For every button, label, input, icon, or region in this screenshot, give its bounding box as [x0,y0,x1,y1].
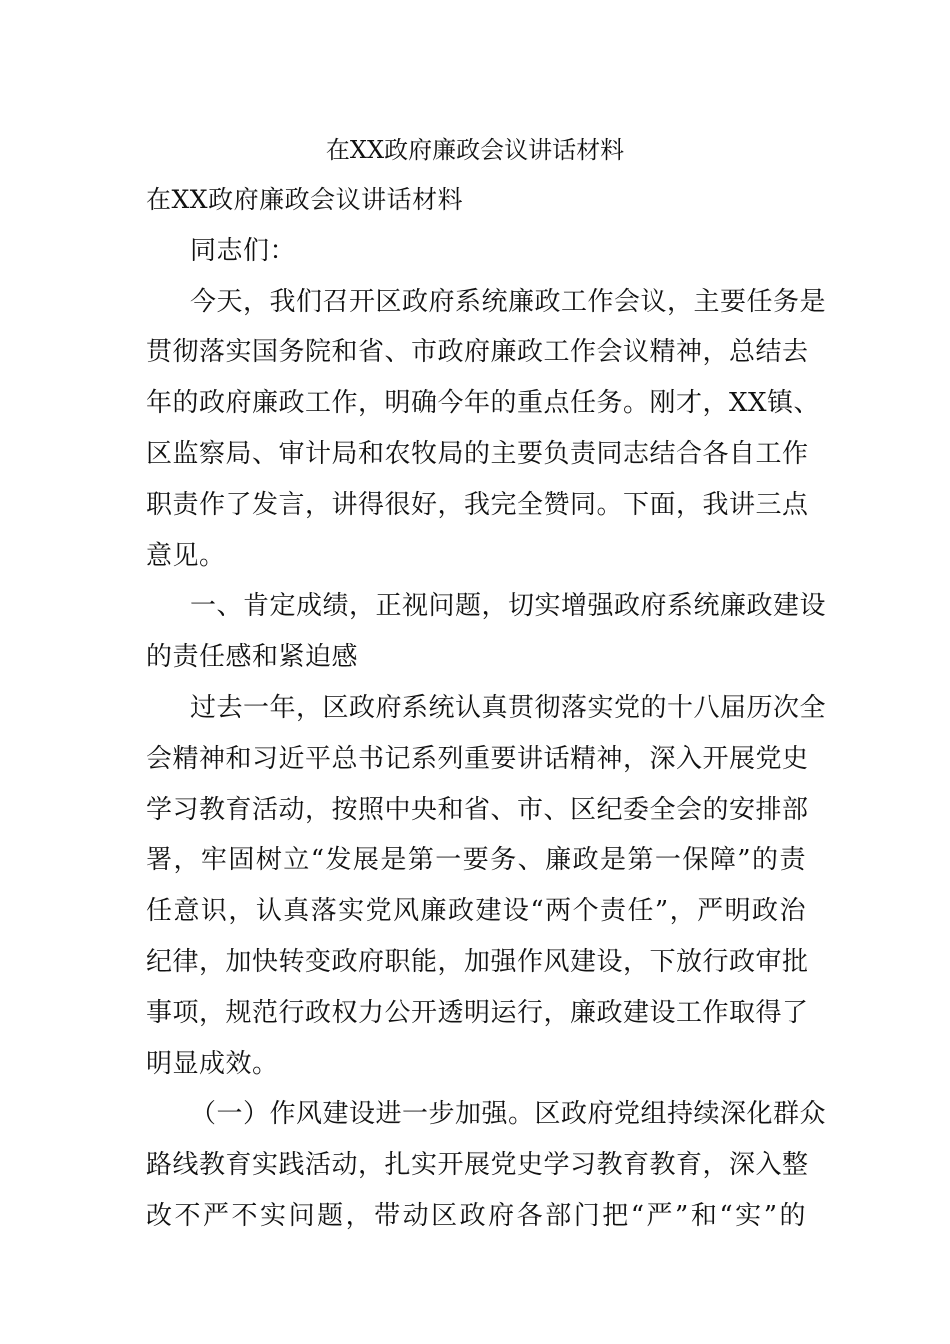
paragraph-line: 年的政府廉政工作，明确今年的重点任务。刚才，XX镇、 [146,388,821,419]
paragraph-line: 署，牢固树立“发展是第一要务、廉政是第一保障”的责 [146,845,806,876]
paragraph-line: 意见。 [146,540,226,571]
paragraph-line: 会精神和习近平总书记系列重要讲话精神，深入开展党史 [146,743,809,774]
paragraph-line: 事项，规范行政权力公开透明运行，廉政建设工作取得了 [146,997,809,1028]
paragraph-line: 职责作了发言，讲得很好，我完全赞同。下面，我讲三点 [146,489,809,520]
paragraph-line: 纪律，加快转变政府职能，加强作风建设，下放行政审批 [146,946,809,977]
paragraph-line: 过去一年，区政府系统认真贯彻落实党的十八届历次全 [190,692,827,723]
subtitle-line: 在XX政府廉政会议讲话材料 [146,185,464,214]
document-title: 在XX政府廉政会议讲话材料 [325,136,625,164]
paragraph-line: 改不严不实问题，带动区政府各部门把“严”和“实”的 [146,1200,806,1231]
section-heading-line: 一、肯定成绩，正视问题，切实增强政府系统廉政建设 [190,591,827,622]
section-heading-line: 的责任感和紧迫感 [146,642,359,673]
subsection-heading-line: （一）作风建设进一步加强。区政府党组持续深化群众 [190,1099,827,1130]
salutation-line: 同志们： [190,235,297,266]
paragraph-line: 路线教育实践活动，扎实开展党史学习教育教育，深入整 [146,1150,809,1181]
document-body [146,182,827,1249]
paragraph-line: 明显成效。 [146,1048,279,1079]
paragraph-line: 区监察局、审计局和农牧局的主要负责同志结合各自工作 [146,438,809,469]
paragraph-line: 今天，我们召开区政府系统廉政工作会议，主要任务是 [190,286,827,317]
paragraph-line: 任意识，认真落实党风廉政建设“两个责任”，严明政治 [146,896,806,927]
paragraph-line: 学习教育活动，按照中央和省、市、区纪委全会的安排部 [146,794,809,825]
paragraph-line: 贯彻落实国务院和省、市政府廉政工作会议精神，总结去 [146,337,809,368]
